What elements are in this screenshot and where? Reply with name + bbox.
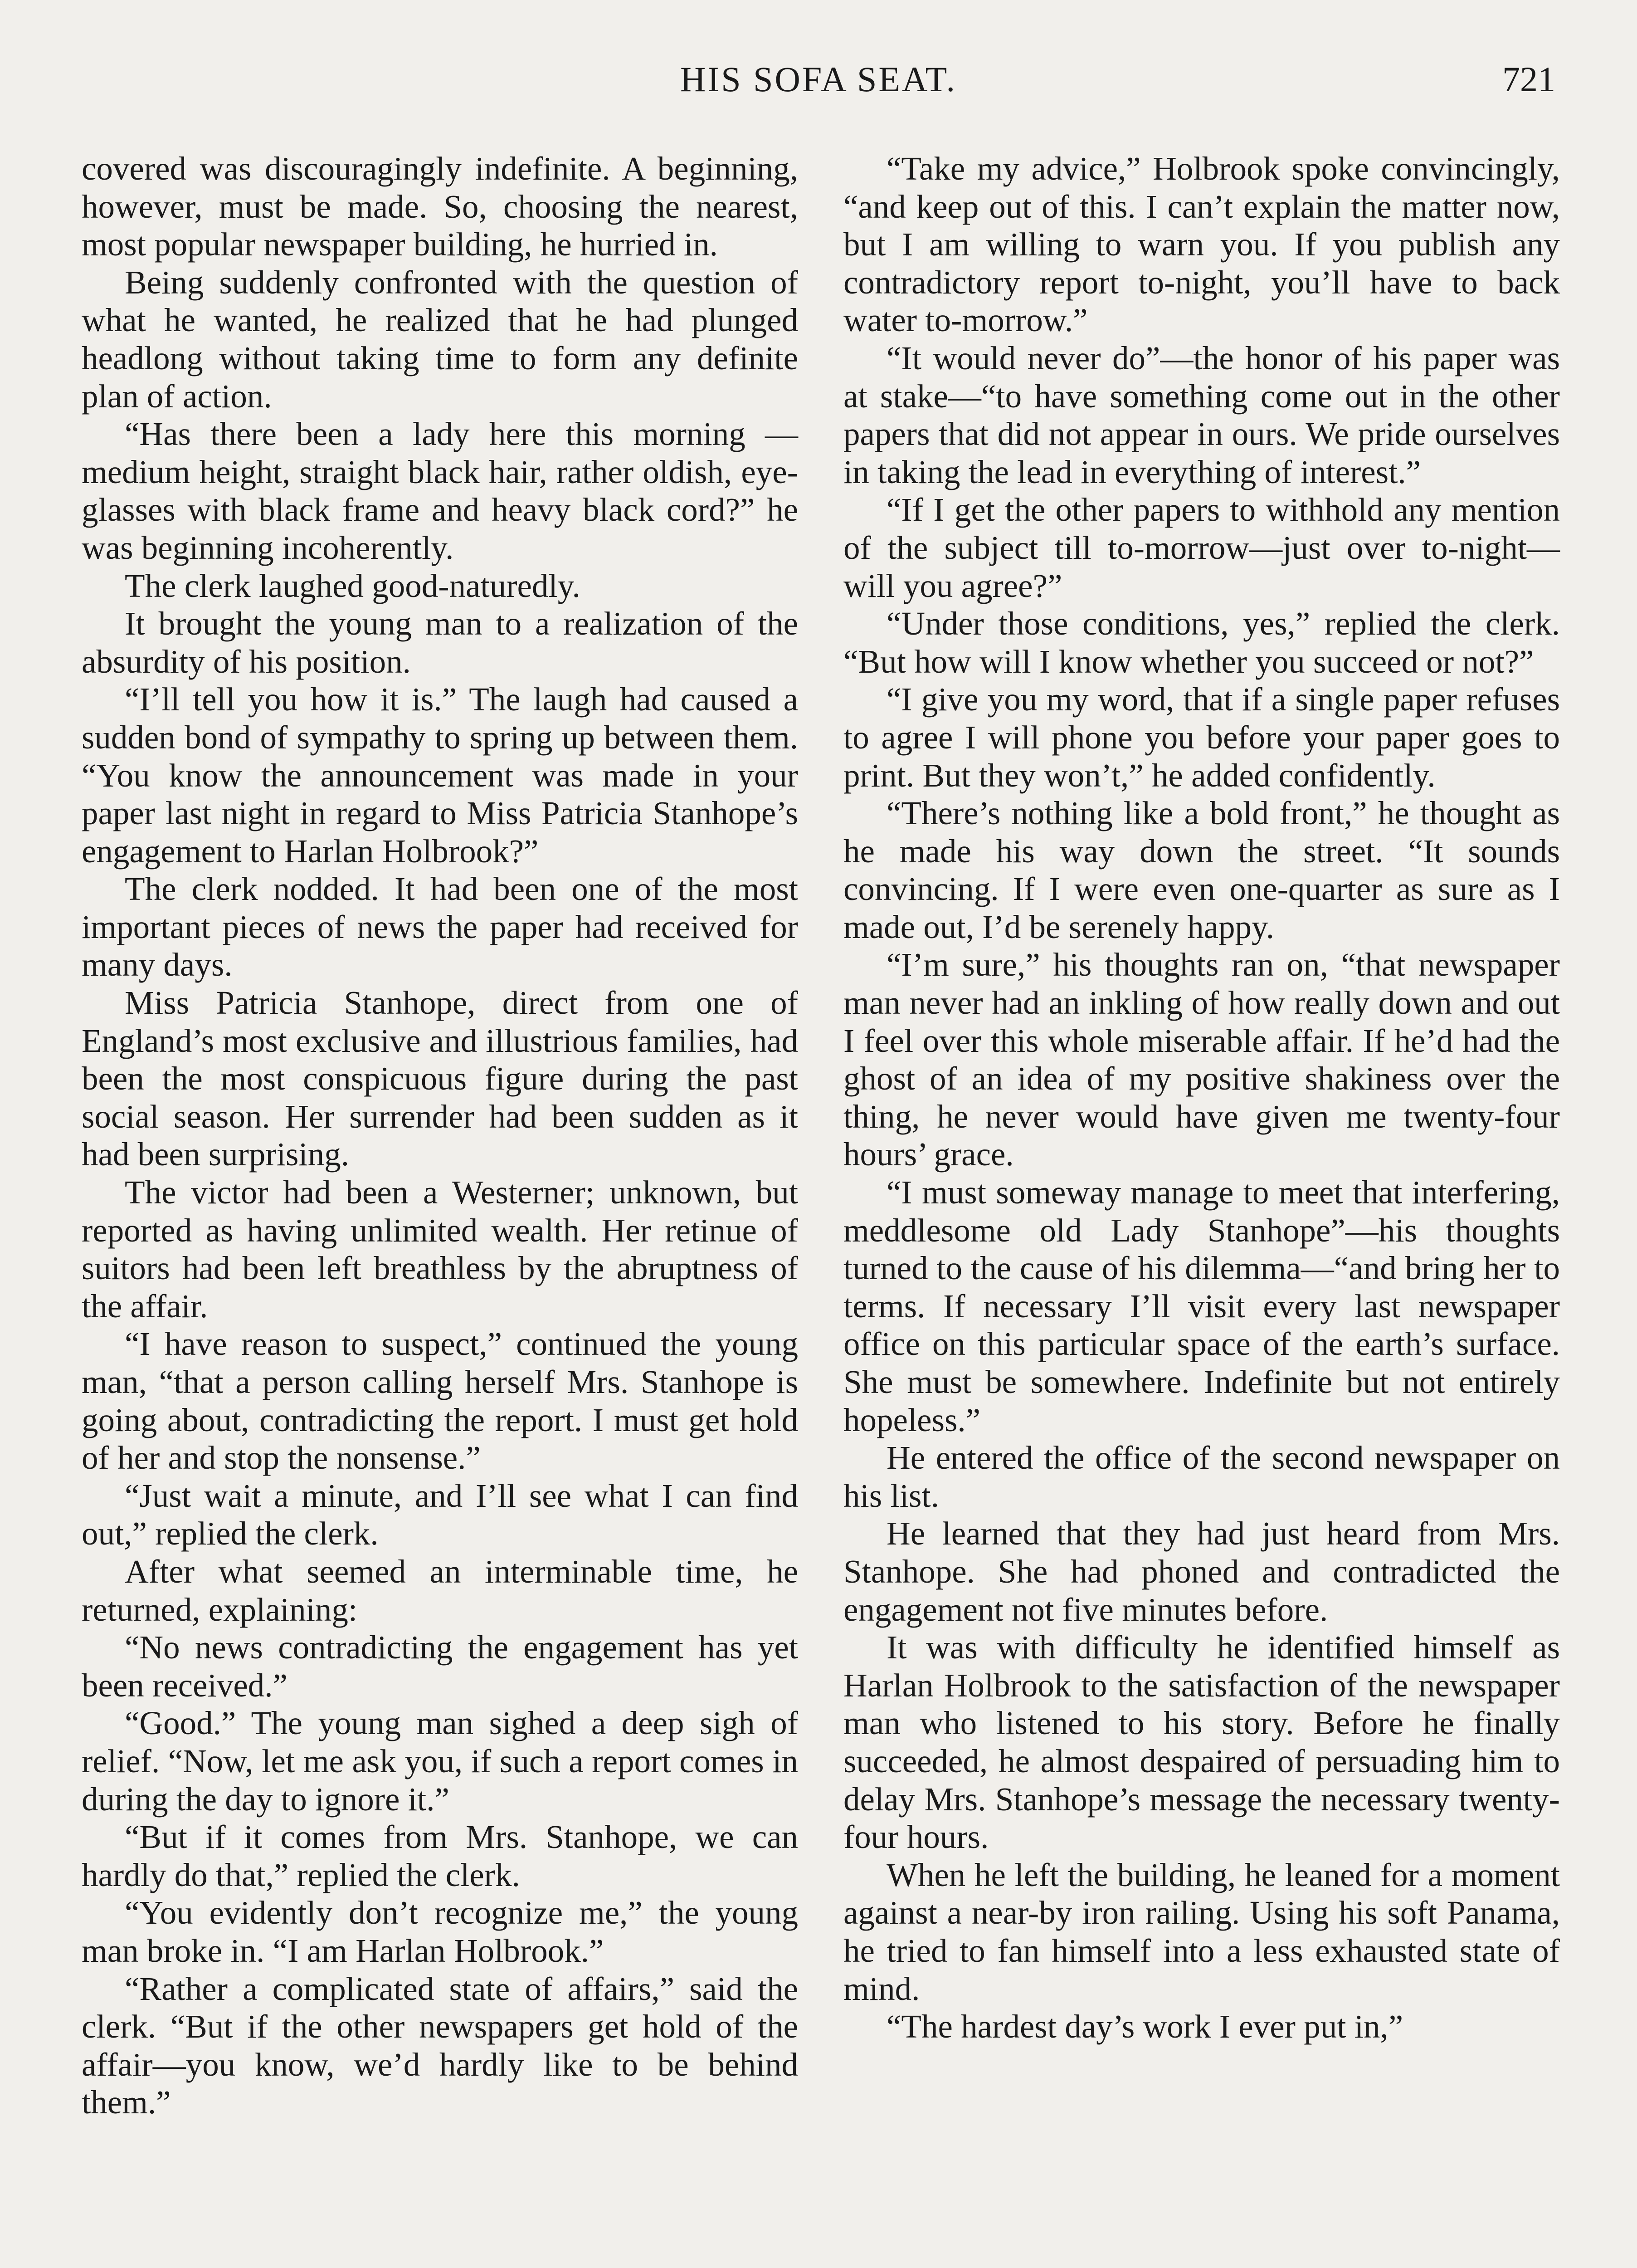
paragraph: “I’ll tell you how it is.” The laugh had caused a sudden bond of sympathy to spring up between them. “You know the announcement was made in your paper last night in regard to Miss Patricia Stanhope’s engagement to Harlan Holbrook?” (82, 681, 798, 870)
paragraph: “Just wait a minute, and I’ll see what I can find out,” replied the clerk. (82, 1477, 798, 1552)
paragraph: It brought the young man to a realization of the absurdity of his position. (82, 605, 798, 680)
paragraph: “If I get the other papers to withhold any mention of the subject till to-morrow—just over to-night—will you agree?” (843, 491, 1560, 604)
paragraph: It was with difficulty he identified himself as Harlan Holbrook to the satisfaction of the newspaper man who listened to his story. Before he finally succeeded, he almost despaired of persuading him to delay Mrs. Stanhope’s message the necessary twenty-four hours. (843, 1629, 1560, 1856)
paragraph: “Take my advice,” Holbrook spoke convincingly, “and keep out of this. I can’t explain the matter now, but I am willing to warn you. If you publish any contradictory report to-night, you’ll have to back water to-morrow.” (843, 150, 1560, 339)
paragraph: “Under those conditions, yes,” replied the clerk. “But how will I know whether you succeed or not?” (843, 605, 1560, 680)
page-number: 721 (1502, 59, 1555, 99)
paragraph: When he left the building, he leaned for a moment against a near-by iron railing. Using his soft Panama, he tried to fan himself into a less exhausted state of mind. (843, 1856, 1560, 2007)
paragraph: “But if it comes from Mrs. Stanhope, we can hardly do that,” replied the clerk. (82, 1818, 798, 1893)
paragraph: “I must someway manage to meet that interfering, meddlesome old Lady Stanhope”—his thoughts turned to the cause of his dilemma—“and bring her to terms. If necessary I’ll visit every last newspaper office on this particular space of the earth’s surface. She must be somewhere. Indefinite but not entirely hopeless.” (843, 1174, 1560, 1438)
paragraph: After what seemed an interminable time, he returned, explaining: (82, 1553, 798, 1628)
paragraph: The victor had been a Westerner; unknown, but reported as having unlimited wealth. Her retinue of suitors had been left breathless by the abruptness of the affair. (82, 1174, 798, 1325)
paragraph: “I’m sure,” his thoughts ran on, “that newspaper man never had an inkling of how really down and out I feel over this whole miserable affair. If he’d had the ghost of an idea of my positive shakiness over the thing, he never would have given me twenty-four hours’ grace. (843, 946, 1560, 1173)
left-column (82, 150, 798, 2121)
paragraph: “It would never do”—the honor of his paper was at stake—“to have something come out in the other papers that did not appear in ours. We pride ourselves in taking the lead in everything of interest.” (843, 339, 1560, 490)
paragraph: The clerk nodded. It had been one of the most important pieces of news the paper had received for many days. (82, 870, 798, 983)
paragraph: covered was discouragingly indefinite. A beginning, however, must be made. So, choosing the nearest, most popular newspaper building, he hurried in. (82, 150, 798, 263)
paragraph: “There’s nothing like a bold front,” he thought as he made his way down the street. “It sounds convincing. If I were even one-quarter as sure as I made out, I’d be serenely happy. (843, 795, 1560, 945)
right-column (843, 150, 1560, 2046)
paragraph: “I give you my word, that if a single paper refuses to agree I will phone you before your paper goes to print. But they won’t,” he added confidently. (843, 681, 1560, 794)
paragraph: The clerk laughed good-naturedly. (125, 567, 580, 604)
paragraph: “Has there been a lady here this morning —medium height, straight black hair, rather oldish, eye-glasses with black frame and heavy black cord?” he was beginning incoherently. (82, 415, 798, 566)
paragraph: “I have reason to suspect,” continued the young man, “that a person calling herself Mrs. Stanhope is going about, contradicting the report. I must get hold of her and stop the nonsense.” (82, 1325, 798, 1476)
paragraph: “No news contradicting the engagement has yet been received.” (82, 1629, 798, 1704)
paragraph: “Good.” The young man sighed a deep sigh of relief. “Now, let me ask you, if such a report comes in during the day to ignore it.” (82, 1705, 798, 1818)
paragraph: He entered the office of the second newspaper on his list. (843, 1439, 1560, 1514)
page-header (82, 54, 1555, 113)
paragraph: He learned that they had just heard from Mrs. Stanhope. She had phoned and contradicted the engagement not five minutes before. (843, 1515, 1560, 1628)
paragraph: “Rather a complicated state of affairs,” said the clerk. “But if the other newspapers get hold of the affair—you know, we’d hardly like to be behind them.” (82, 1970, 798, 2121)
paragraph: “You evidently don’t recognize me,” the young man broke in. “I am Harlan Holbrook.” (82, 1894, 798, 1969)
paragraph: Miss Patricia Stanhope, direct from one of England’s most exclusive and illustrious families, had been the most conspicuous figure during the past social season. Her surrender had been sudden as it had been surprising. (82, 984, 798, 1173)
paragraph: “The hardest day’s work I ever put in,” (887, 2008, 1403, 2045)
running-head: HIS SOFA SEAT. (680, 59, 957, 99)
paragraph: Being suddenly confronted with the question of what he wanted, he realized that he had plunged headlong without taking time to form any definite plan of action. (82, 264, 798, 415)
